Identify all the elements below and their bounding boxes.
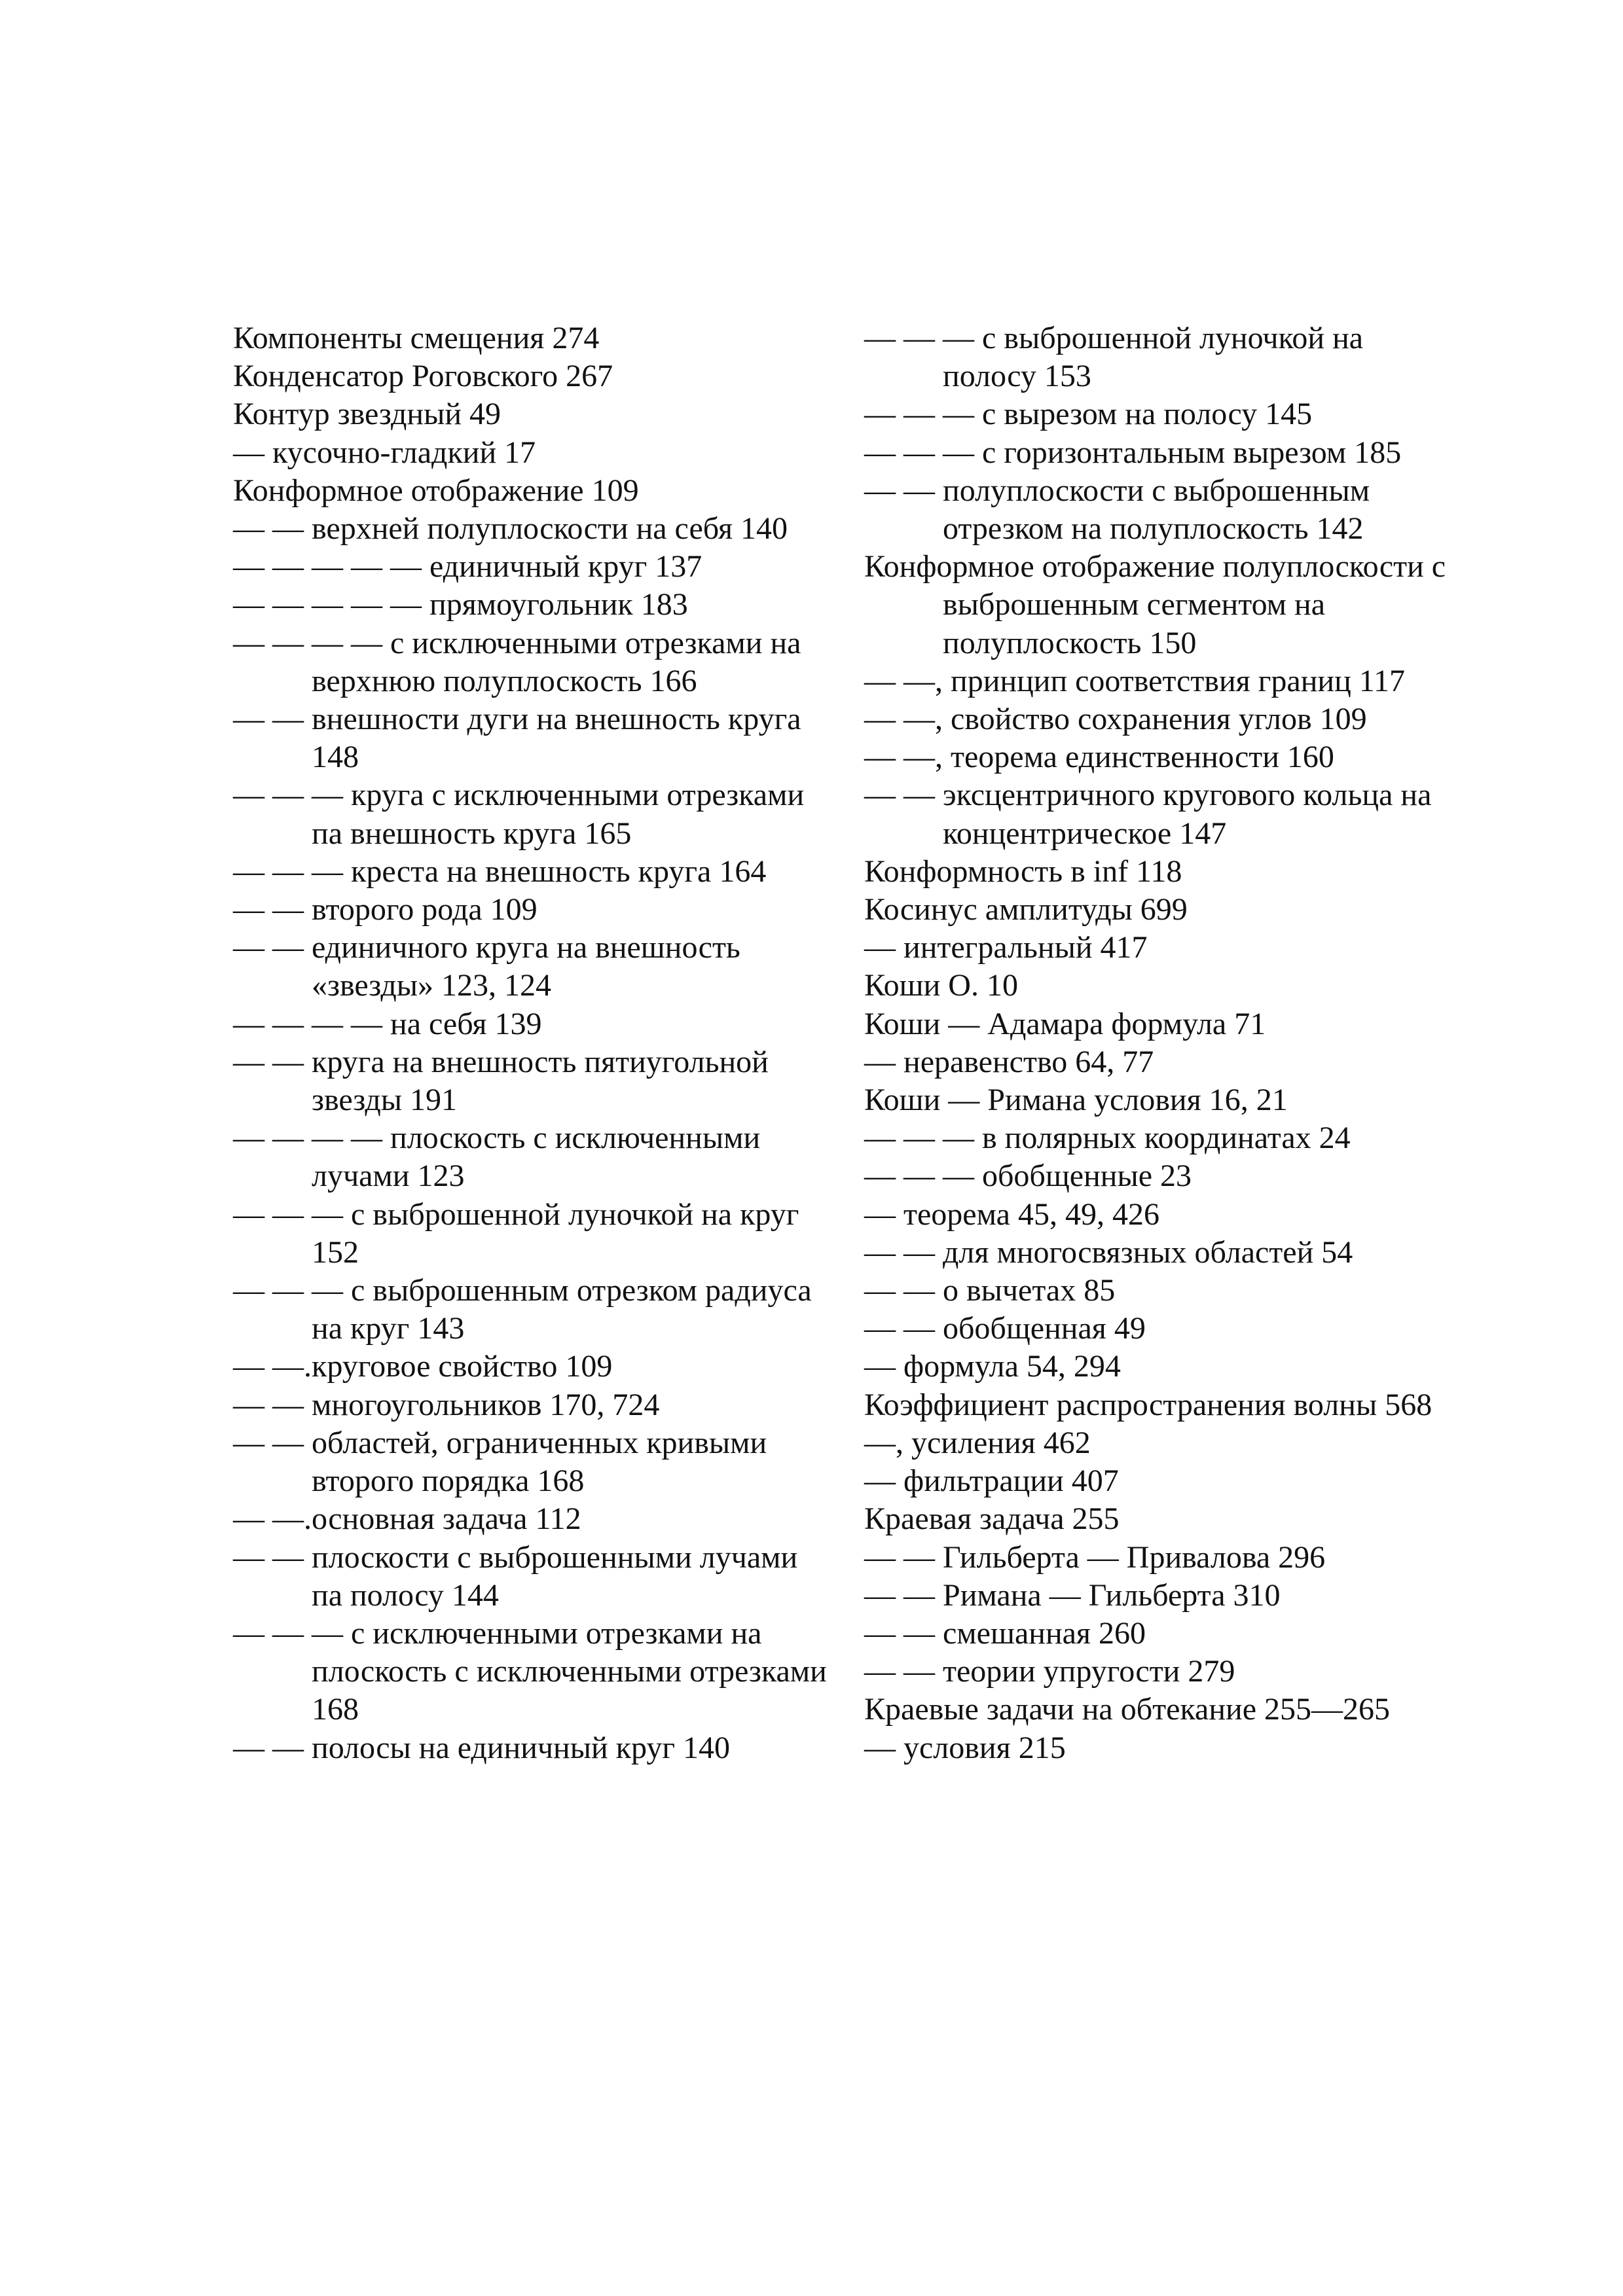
index-entry (864, 1234, 1453, 1272)
index-entry-text: —, усиления 462 (864, 1425, 1091, 1460)
index-entry (864, 1539, 1453, 1577)
index-entry (233, 1539, 835, 1615)
index-entry-text: Конформность в inf 118 (864, 853, 1182, 889)
index-entry-text: Контур звездный 49 (233, 397, 501, 432)
index-entry (233, 1424, 835, 1500)
index-entry (233, 1615, 835, 1729)
index-entry-text: — —.основная задача 112 (233, 1501, 581, 1537)
index-entry-text: — — — в полярных координатах 24 (864, 1121, 1351, 1156)
index-entry (233, 1196, 835, 1272)
index-entry (233, 700, 835, 776)
index-entry (233, 1119, 835, 1195)
index-entry-text: — — для многосвязных областей 54 (864, 1234, 1353, 1270)
index-entry (233, 624, 835, 700)
index-entry (864, 1729, 1453, 1767)
index-entry (864, 1081, 1453, 1119)
index-entry-text: — — Гильберта — Привалова 296 (864, 1539, 1326, 1575)
index-entry-text: — — — креста на внешность круга 164 (233, 853, 767, 889)
index-entry-text: Конформное отображение полуплоскости с выброшенным сегментом на полуплоскость 150 (864, 549, 1446, 660)
index-entry (864, 700, 1453, 738)
index-entry-text: — теорема 45, 49, 426 (864, 1196, 1159, 1232)
index-right-column (864, 319, 1453, 1767)
index-entry-text: — — верхней полуплоскости на себя 140 (233, 511, 788, 547)
index-entry-text: — — круга на внешность пятиугольной звезды 191 (233, 1044, 769, 1118)
index-entry (233, 510, 835, 548)
index-entry-text: Коши — Адамара формула 71 (864, 1006, 1266, 1041)
index-entry-text: — —, принцип соответствия границ 117 (864, 663, 1406, 698)
index-entry-text: — — областей, ограниченных кривыми второго порядка 168 (233, 1425, 767, 1499)
index-entry (864, 548, 1453, 662)
index-entry-text: — — единичного круга на внешность «звезды» 123, 124 (233, 930, 740, 1003)
index-entry-text: — — внешности дуги на внешность круга 148 (233, 702, 801, 775)
index-entry (233, 319, 835, 357)
index-entry-text: Компоненты смещения 274 (233, 321, 600, 355)
index-entry-text: — — — — — прямоугольник 183 (233, 587, 688, 622)
index-entry (864, 1424, 1453, 1462)
index-entry-text: — — плоскости с выброшенными лучами па полосу 144 (233, 1539, 798, 1613)
index-entry (233, 1386, 835, 1424)
index-entry (233, 1500, 835, 1538)
index-entry (864, 319, 1453, 395)
index-entry-text: — —, свойство сохранения углов 109 (864, 702, 1367, 737)
index-entry (864, 395, 1453, 433)
index-entry (864, 1691, 1453, 1729)
index-left-column (233, 319, 835, 1767)
index-entry-text: — — обобщенная 49 (864, 1311, 1146, 1346)
index-entry-text: — — — — плоскость с исключенными лучами 123 (233, 1121, 761, 1194)
index-entry-text: — — — с выброшенной луночкой на круг 152 (233, 1196, 799, 1270)
index-entry (233, 548, 835, 586)
index-entry (233, 395, 835, 433)
index-entry-text: — — — с выброшенной луночкой на полосу 153 (864, 321, 1364, 394)
index-entry-text: — кусочно-гладкий 17 (233, 435, 536, 470)
index-entry (864, 1196, 1453, 1234)
index-entry-text: — — смешанная 260 (864, 1615, 1146, 1651)
index-entry-text: — — эксцентричного кругового кольца на концентрическое 147 (864, 778, 1432, 851)
index-entry (864, 1157, 1453, 1195)
index-entry-text: — — полуплоскости с выброшенным отрезком на полуплоскость 142 (864, 473, 1370, 547)
index-entry (864, 853, 1453, 891)
index-entry-text: — — — с исключенными отрезками на плоскость с исключенными отрезками 168 (233, 1615, 827, 1727)
index-entry-text: Краевые задачи на обтекание 255—265 (864, 1692, 1391, 1727)
index-entry (864, 1310, 1453, 1348)
index-entry (864, 891, 1453, 929)
index-entry-text: — — — — на себя 139 (233, 1006, 542, 1041)
index-entry (233, 891, 835, 929)
index-entry-text: Косинус амплитуды 699 (864, 892, 1188, 927)
index-entry (233, 1272, 835, 1348)
index-entry (864, 1462, 1453, 1500)
index-entry (864, 929, 1453, 967)
index-entry (864, 776, 1453, 852)
index-entry-text: Коши О. 10 (864, 968, 1018, 1003)
index-entry-text: — — Римана — Гильберта 310 (864, 1577, 1281, 1613)
index-entry-text: — — многоугольников 170, 724 (233, 1387, 660, 1422)
index-entry-text: — —, теорема единственности 160 (864, 740, 1334, 775)
index-entry (233, 853, 835, 891)
index-entry-text: — — о вычетах 85 (864, 1273, 1116, 1308)
index-entry (233, 1348, 835, 1386)
index-entry (864, 1005, 1453, 1043)
index-entry (864, 1653, 1453, 1691)
index-entry (233, 1005, 835, 1043)
index-entry-text: — — — с горизонтальным вырезом 185 (864, 435, 1402, 470)
index-entry (864, 1348, 1453, 1386)
index-entry-text: — неравенство 64, 77 (864, 1044, 1154, 1079)
index-entry (864, 1272, 1453, 1310)
index-entry (233, 1729, 835, 1767)
index-entry (233, 776, 835, 852)
index-entry-text: — — — с вырезом на полосу 145 (864, 397, 1313, 432)
index-entry (864, 1615, 1453, 1653)
index-entry (864, 1119, 1453, 1157)
index-entry (233, 929, 835, 1005)
index-entry (233, 586, 835, 624)
index-entry (864, 662, 1453, 700)
index-entry-text: — интегральный 417 (864, 930, 1148, 965)
index-entry-text: — — — — с исключенными отрезками на верхнюю полуплоскость 166 (233, 625, 801, 698)
index-entry (864, 472, 1453, 548)
index-entry (864, 1577, 1453, 1615)
index-entry (864, 434, 1453, 472)
index-entry (864, 738, 1453, 776)
index-entry (233, 357, 835, 395)
index-entry (864, 1500, 1453, 1538)
index-entry-text: Конденсатор Роговского 267 (233, 359, 613, 394)
index-entry-text: — —.круговое свойство 109 (233, 1349, 613, 1384)
index-entry-text: — — — с выброшенным отрезком радиуса на круг 143 (233, 1273, 812, 1346)
index-entry-text: — — полосы на единичный круг 140 (233, 1730, 731, 1765)
index-entry (233, 472, 835, 510)
index-entry-text: Конформное отображение 109 (233, 473, 639, 508)
index-entry-text: — условия 215 (864, 1730, 1066, 1765)
index-entry-text: — — второго рода 109 (233, 892, 538, 927)
index-entry (233, 434, 835, 472)
index-entry-text: — — — круга с исключенными отрезками па внешность круга 165 (233, 778, 805, 851)
index-entry (864, 1386, 1453, 1424)
index-entry-text: — формула 54, 294 (864, 1349, 1121, 1384)
index-entry (233, 1043, 835, 1119)
index-entry-text: Коши — Римана условия 16, 21 (864, 1083, 1288, 1118)
index-entry-text: — — теории упругости 279 (864, 1654, 1235, 1689)
index-entry-text: Краевая задача 255 (864, 1501, 1120, 1537)
index-entry (864, 1043, 1453, 1081)
index-entry-text: — — — — — единичный круг 137 (233, 549, 702, 584)
index-entry-text: Коэффициент распространения волны 568 (864, 1387, 1432, 1422)
index-entry-text: — фильтрации 407 (864, 1463, 1119, 1499)
index-entry-text: — — — обобщенные 23 (864, 1158, 1192, 1194)
index-entry (864, 967, 1453, 1005)
